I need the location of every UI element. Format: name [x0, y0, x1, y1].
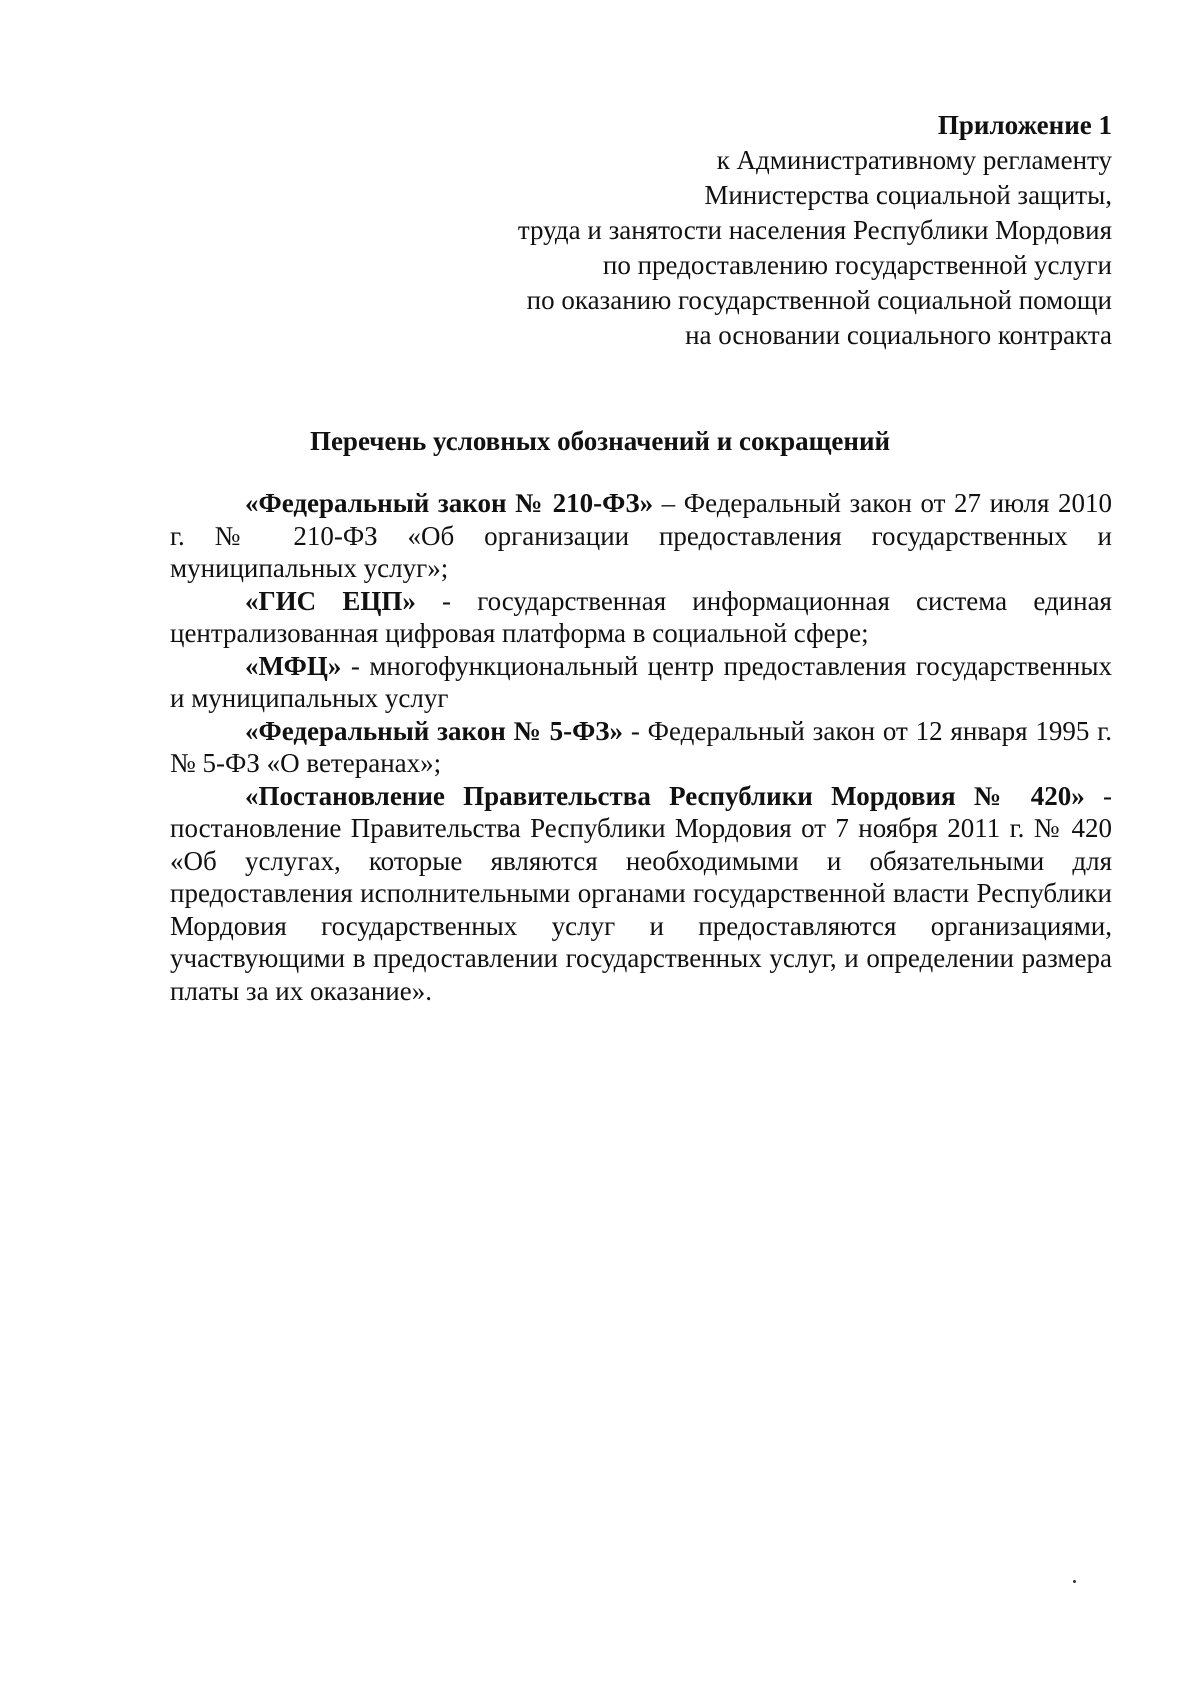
definition-text: - Федеральный закон от 12 января 1995 г. № 5-ФЗ «О ветеранах»;	[170, 715, 1112, 778]
definition-text: - государственная информационная система единая централизованная цифровая платформа в социальной сфере;	[170, 585, 1112, 648]
definition-term: «Федеральный закон № 210-ФЗ»	[245, 488, 654, 518]
definition-term: «МФЦ»	[245, 650, 342, 681]
appendix-line: к Административному регламенту	[716, 145, 1112, 175]
definition-paragraph	[170, 487, 1112, 585]
definition-term: «Постановление Правительства Республики Мордовия № 420»	[245, 780, 1085, 811]
definition-text: - постановление Правительства Республики Мордовия от 7 ноября 2011 г. № 420 «Об услугах, которые являются необходимыми и обязательными для предоставления исполнительными органами государственной власти Республики Мордовия государственных услуг и предоставляются организациями, участвующими в предоставлении государственных услуг, и определении размера платы за их оказание».	[170, 780, 1112, 1006]
definition-paragraph	[170, 715, 1112, 780]
definition-term: «Федеральный закон № 5-ФЗ»	[245, 715, 624, 746]
appendix-header	[518, 108, 1112, 353]
definition-term: «ГИС ЕЦП»	[245, 585, 416, 616]
appendix-line: труда и занятости населения Республики Мордовия	[517, 215, 1112, 245]
definition-paragraph	[170, 585, 1112, 650]
definition-text: – Федеральный закон от 27 июля 2010 г. № 210-ФЗ «Об организации предоставления государственных и муниципальных услуг»;	[170, 488, 1112, 583]
definition-text: - многофункциональный центр предоставления государственных и муниципальных услуг	[170, 650, 1112, 713]
appendix-line: Министерства социальной защиты,	[704, 180, 1112, 210]
appendix-line: на основании социального контракта	[685, 320, 1112, 350]
appendix-line: по предоставлению государственной услуги	[602, 250, 1112, 280]
definition-paragraph	[170, 780, 1112, 1008]
definitions-list	[170, 487, 1112, 1007]
definition-paragraph	[170, 650, 1112, 715]
appendix-title: Приложение 1	[937, 110, 1112, 140]
appendix-line: по оказанию государственной социальной помощи	[526, 285, 1112, 315]
document-title: Перечень условных обозначений и сокращений	[309, 426, 891, 456]
scan-speck	[1073, 1580, 1076, 1583]
